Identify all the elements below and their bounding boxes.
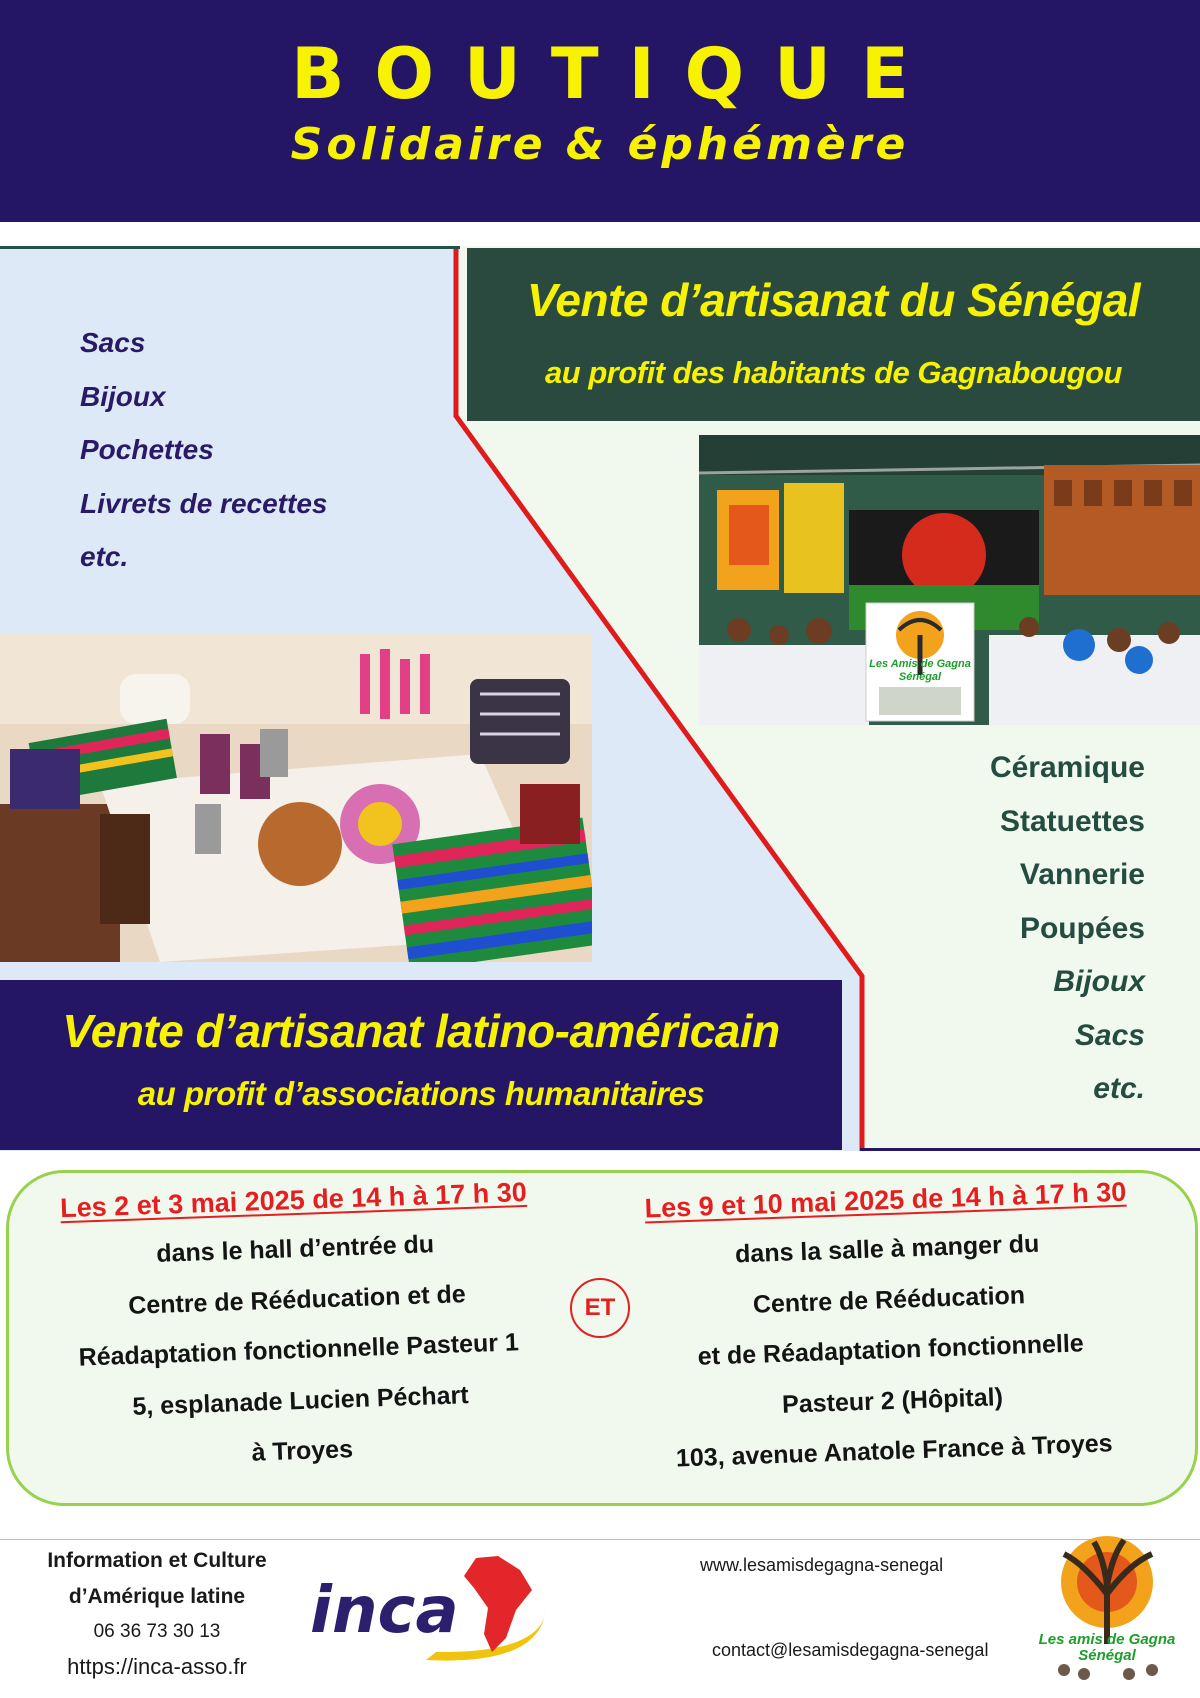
latin-items-list [80,316,327,584]
inca-logo [306,1548,558,1665]
right-venue-line: dans la salle à manger du [734,1229,1040,1269]
senegal-subtitle: au profit des habitants de Gagnabougou [545,355,1122,390]
inca-org-name: Information et Culture [47,1549,267,1572]
right-venue-line: Centre de Rééducation [752,1280,1026,1319]
senegal-item: Vannerie [1019,858,1145,891]
inca-logo-text: inca [310,1574,459,1648]
gagna-logo [1034,1524,1180,1684]
right-venue-line: et de Réadaptation fonctionnelle [697,1329,1085,1371]
gagna-email-link[interactable]: contact@lesamisdegagna-senegal [712,1640,989,1660]
left-venue-line: Réadaptation fonctionnelle Pasteur 1 [78,1328,520,1372]
inca-org-name: d’Amérique latine [68,1585,246,1608]
senegal-item: Céramique [989,751,1145,784]
bottom-divider-rule [860,1148,1200,1151]
photo-logo-text: Sénégal [898,671,942,683]
right-event-details [609,1172,1171,1486]
latin-item: etc. [80,541,129,572]
gagna-website-link[interactable]: www.lesamisdegagna-senegal [700,1555,944,1575]
latin-item: Pochettes [80,434,214,465]
senegal-title: Vente d’artisanat du Sénégal [526,274,1141,326]
right-venue-line: Pasteur 2 (Hôpital) [781,1382,1004,1419]
senegal-item: Statuettes [999,804,1145,838]
gagna-logo-text: Sénégal [1078,1647,1136,1664]
right-address-line: 103, avenue Anatole France à Troyes [675,1429,1113,1473]
inca-phone: 06 36 73 30 13 [93,1621,221,1642]
latin-item: Sacs [80,327,146,358]
left-address-line: 5, esplanade Lucien Péchart [131,1380,469,1421]
senegal-item: Poupées [1019,911,1145,945]
latin-textiles-photo [0,634,592,962]
gagna-logo-text: Les amis de Gagna [1038,1631,1176,1648]
right-date-heading: Les 9 et 10 mai 2025 de 14 h à 17 h 30 [644,1176,1127,1224]
inca-website-link[interactable]: https://inca-asso.fr [67,1654,247,1679]
senegal-item: Bijoux [1053,965,1145,998]
senegal-item: etc. [1093,1072,1145,1105]
poster-title: BOUTIQUE [291,33,939,115]
senegal-market-photo [699,435,1200,725]
inca-contact-block [22,1543,292,1685]
left-venue-line: dans le hall d’entrée du [155,1230,435,1268]
left-venue-line: Centre de Rééducation et de [127,1279,467,1320]
poster-subtitle: Solidaire & éphémère [290,119,910,170]
photo-logo-text: Les Amis de Gagna [869,658,971,670]
latin-title: Vente d’artisanat latino-américain [62,1005,780,1057]
senegal-item: Sacs [1074,1018,1145,1052]
latin-item: Livrets de recettes [80,487,328,519]
senegal-items-list [860,741,1145,1116]
left-date-heading: Les 2 et 3 mai 2025 de 14 h à 17 h 30 [59,1176,528,1224]
left-event-details [33,1173,563,1485]
left-city-line: à Troyes [251,1435,354,1467]
top-divider-rule [0,246,460,249]
et-connector-badge: ET [570,1278,630,1338]
latin-subtitle: au profit d’associations humanitaires [137,1075,705,1112]
latin-item: Bijoux [80,380,166,412]
